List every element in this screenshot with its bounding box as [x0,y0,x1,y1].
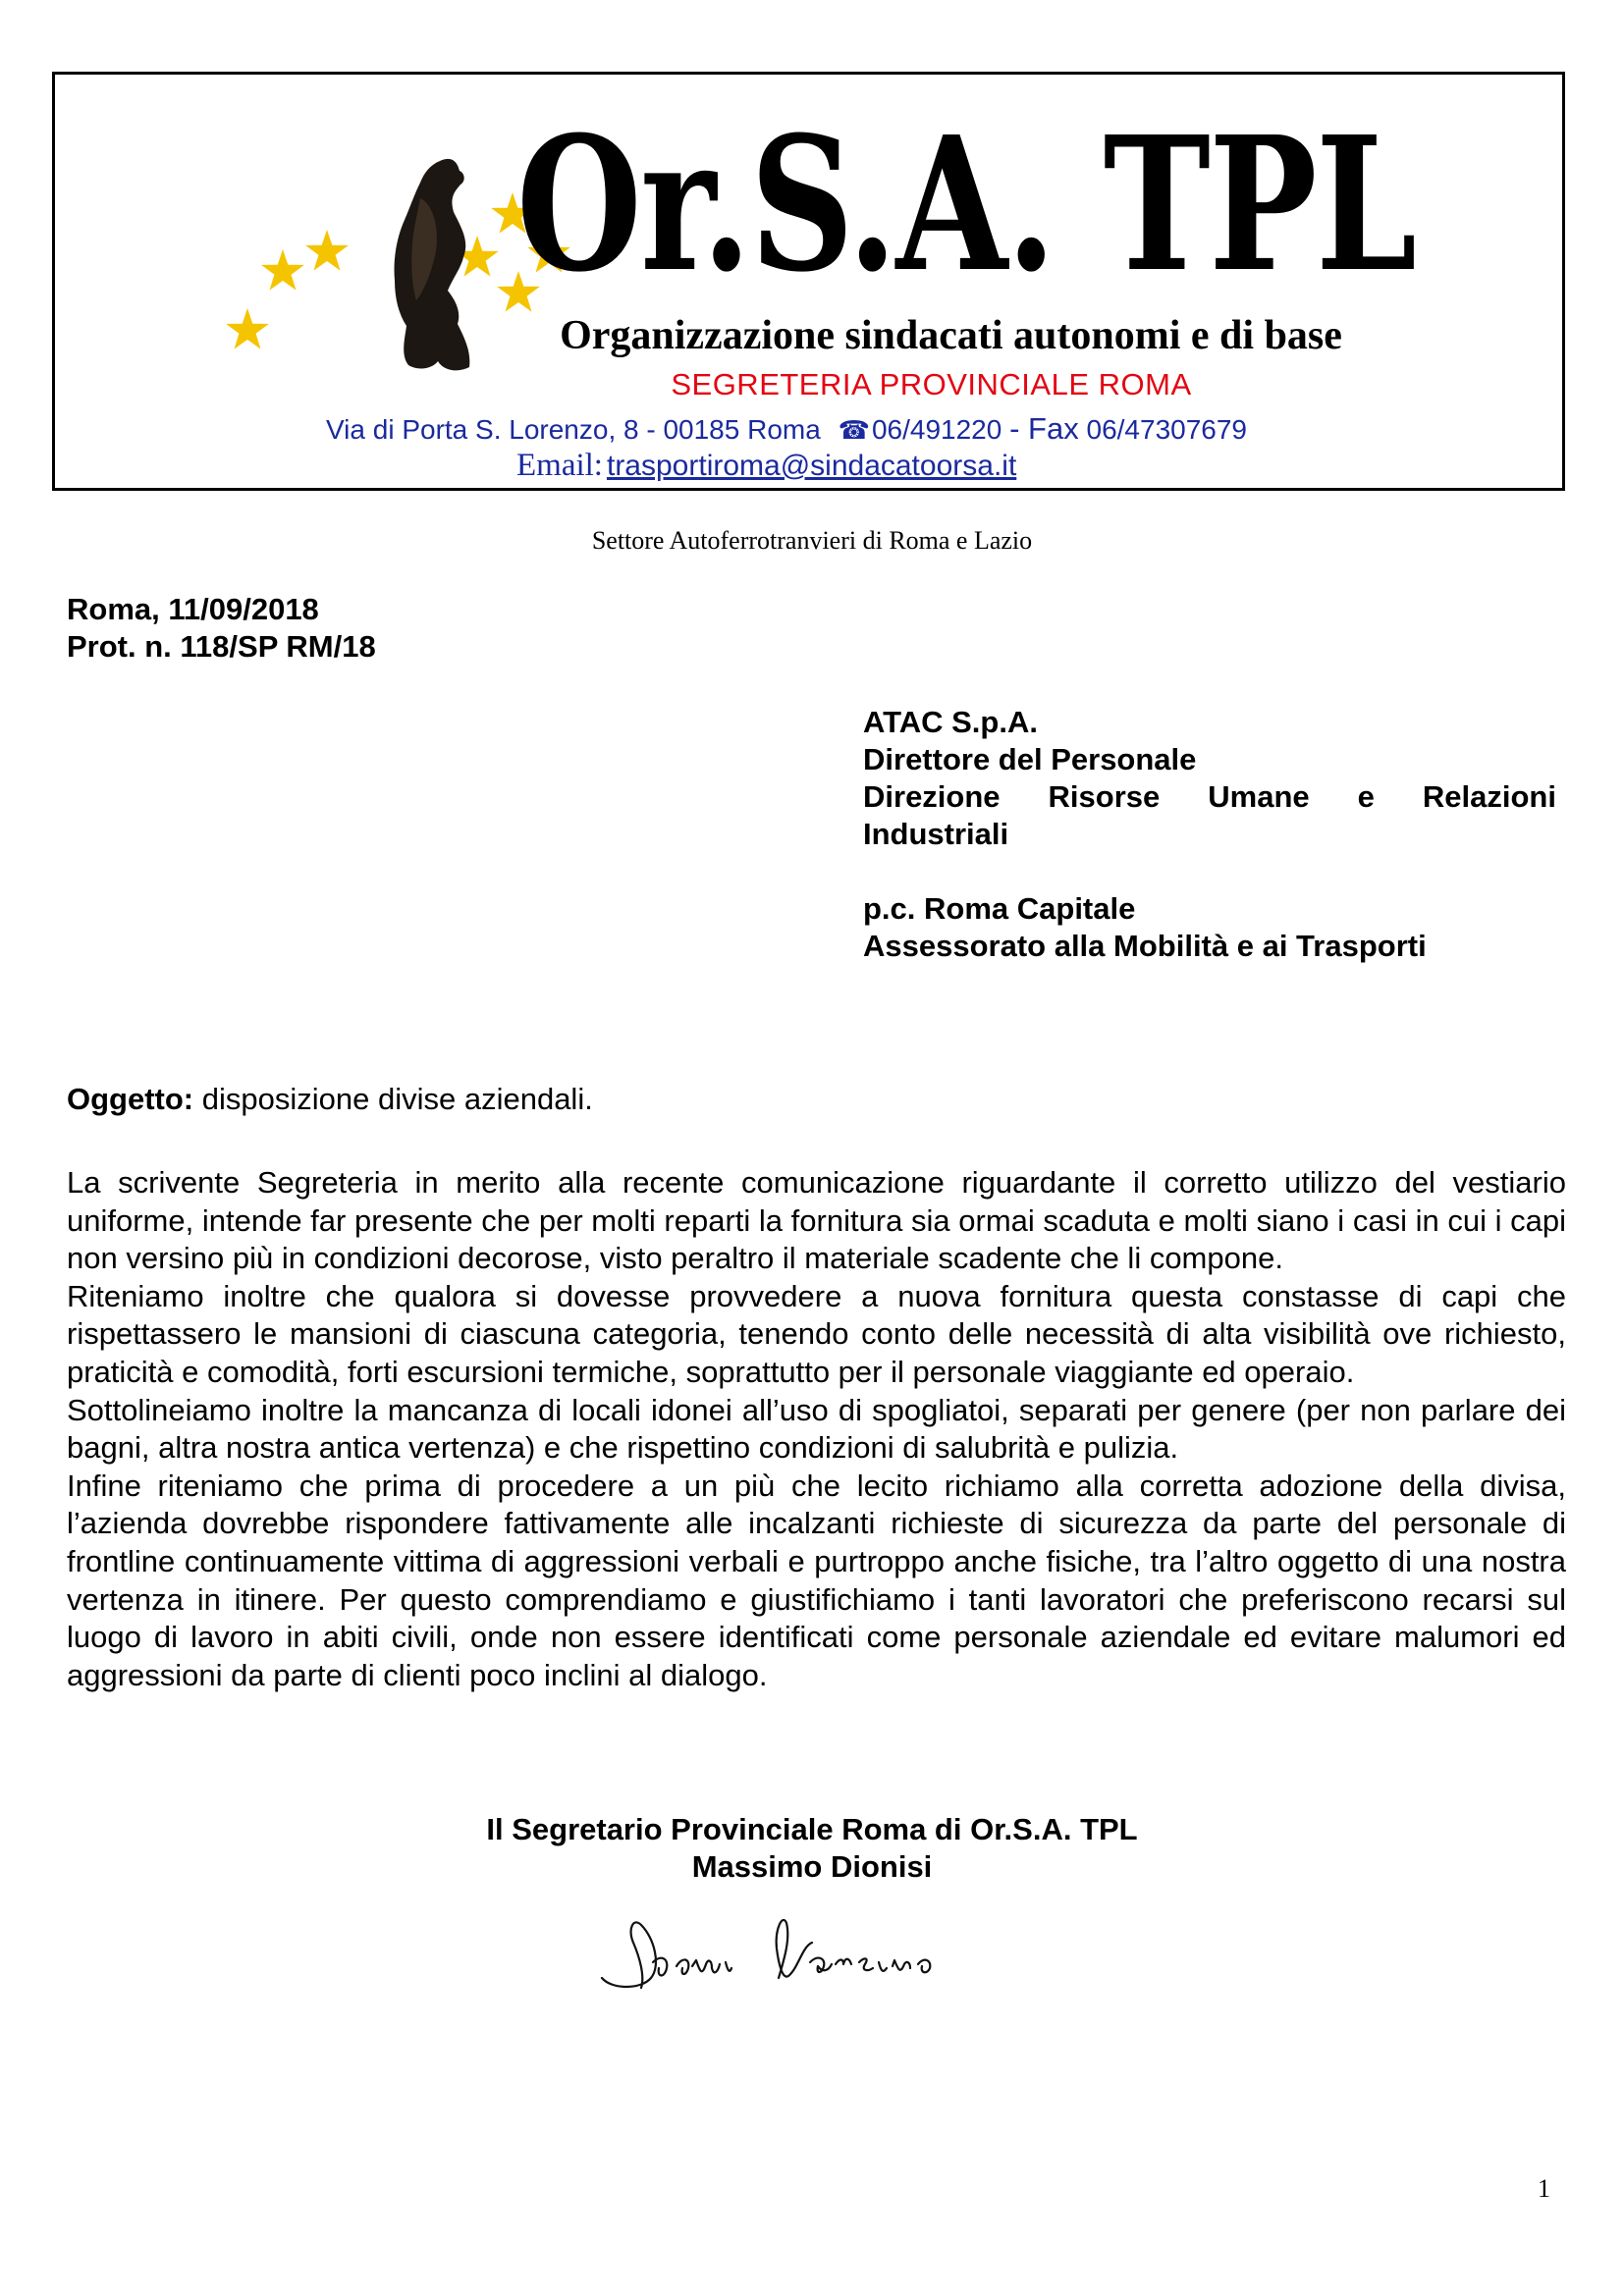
page-number: 1 [1538,2174,1550,2203]
body-paragraph: Infine riteniamo che prima di procedere a un più che lecito richiamo alla corretta adozione della divisa, l’azienda dovrebbe rispondere fattivamente alle incalzanti richieste di sicurezza da parte del personale di frontline continuamente vittima di aggressioni verbali e purtroppo anche fisiche, tra l’altro oggetto di una nostra vertenza in itinere. Per questo comprendiamo e giustifichiamo i tanti lavoratori che preferiscono recarsi sul luogo di lavoro in abiti civili, onde non essere identificati come personale aziendale ed evitare malumori ed aggressioni da parte di clienti poco inclini al dialogo. [67,1468,1566,1692]
recipient-line: Industriali [863,817,1009,851]
body-paragraph: Riteniamo inoltre che qualora si dovesse provvedere a nuova fornitura questa constasse di capi che rispettassero le mansioni di ciascuna categoria, tenendo conto delle necessità di alta visibilità ove richiesto, praticità e comodità, forti escursioni termiche, soprattutto per il personale viaggiante ed operaio. [67,1278,1566,1389]
sector-line: Settore Autoferrotranvieri di Roma e Lazio [591,526,1033,555]
email-link[interactable]: trasportiroma@sindacatoorsa.it [606,450,1017,482]
star [305,230,349,271]
body-paragraph: La scrivente Segreteria in merito alla recente comunicazione riguardante il corretto utilizzo del vestiario uniforme, intende far presente che per molti reparti la fornitura sia ormai scaduta e molti siano i casi in cui i capi non versino più in condizioni decorose, visto peraltro il materiale scadente che li compone. [67,1165,1566,1276]
protocol-number: Prot. n. 118/SP RM/18 [67,629,376,664]
date-line: Roma, 11/09/2018 [67,592,319,626]
brand-title: Or.S.A. TPL [516,96,1416,313]
email-line [516,448,1016,484]
secretariat-heading: SEGRETERIA PROVINCIALE ROMA [671,367,1192,401]
handwritten-signature [582,1899,1024,2007]
phone-number: 06/491220 [871,414,1002,445]
recipient-line: Direttore del Personale [863,742,1197,776]
letter-body [67,1164,1566,1694]
fax-label: - Fax [1009,411,1079,446]
signatory-name: Massimo Dionisi [691,1849,933,1884]
subject-text: disposizione divise aziendali. [193,1082,593,1116]
cc-line: p.c. Roma Capitale [863,891,1136,926]
cc-line: Assessorato alla Mobilità e ai Trasporti [863,929,1427,963]
star [261,249,304,291]
letterhead [52,72,1565,491]
address-text: Via di Porta S. Lorenzo, 8 - 00185 Roma [326,414,821,445]
signatory-title: Il Segretario Provinciale Roma di Or.S.A. TPL [486,1812,1138,1846]
signature-block [0,1811,1624,1886]
contact-line [326,411,1247,447]
fax-number: 06/47307679 [1086,414,1248,445]
subject-line [67,1082,593,1117]
body-paragraph: Sottolineiamo inoltre la mancanza di locali idonei all’uso di spogliatoi, separati per genere (per non parlare dei bagni, altra nostra antica vertenza) e che rispettino condizioni di salubrità e pulizia. [67,1392,1566,1466]
telephone-icon: ☎ [838,415,870,445]
subject-label: Oggetto: [67,1082,194,1116]
letter-meta [67,591,376,666]
recipient-line: Direzione Risorse Umane e Relazioni [863,779,1556,814]
organization-name: Organizzazione sindacati autonomi e di base [560,313,1342,358]
recipient-block [863,704,1556,965]
email-label: Email: [516,448,603,483]
recipient-line: ATAC S.p.A. [863,705,1038,739]
